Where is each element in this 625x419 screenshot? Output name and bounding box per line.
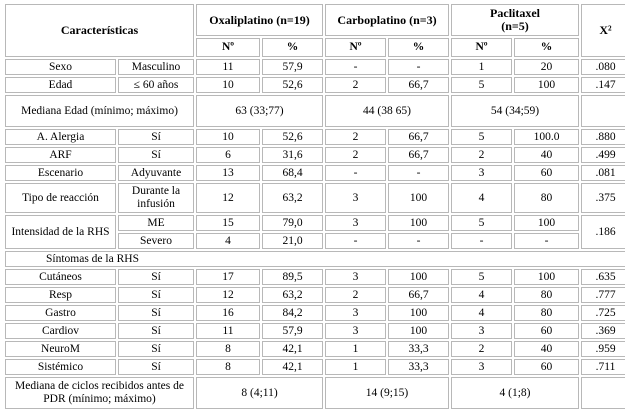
cell: 5 — [451, 215, 512, 231]
cell: 80 — [514, 287, 579, 303]
table-row-gastro — [5, 305, 625, 321]
cell: 20 — [514, 59, 579, 75]
cell: - — [388, 165, 449, 181]
cell: Sí — [118, 129, 194, 145]
subheader-n: Nº — [196, 38, 260, 57]
cell: 66,7 — [388, 147, 449, 163]
cell: 63,2 — [262, 287, 323, 303]
cell: 12 — [196, 183, 260, 213]
cell: 79,0 — [262, 215, 323, 231]
cell — [581, 95, 625, 127]
cell: 3 — [325, 305, 386, 321]
cell: 60 — [514, 165, 579, 181]
cell: 44 (38 65) — [325, 95, 449, 127]
cell: NeuroM — [5, 341, 116, 357]
cell: ARF — [5, 147, 116, 163]
cell: 42,1 — [262, 341, 323, 357]
cell: 2 — [451, 147, 512, 163]
cell: Sí — [118, 305, 194, 321]
table-row-escenario — [5, 165, 625, 181]
cell: A. Alergia — [5, 129, 116, 145]
cell: 5 — [451, 129, 512, 145]
cell: 21,0 — [262, 233, 323, 249]
cell: 4 (1;8) — [451, 377, 579, 409]
cell: 57,9 — [262, 323, 323, 339]
cell: 4 — [451, 183, 512, 213]
cell: Sí — [118, 359, 194, 375]
cell: 100 — [388, 269, 449, 285]
cell: 100 — [514, 215, 579, 231]
cell: 80 — [514, 183, 579, 213]
cell: Durante la infusión — [118, 183, 194, 213]
cell: 12 — [196, 287, 260, 303]
cell: 3 — [451, 165, 512, 181]
table-row-sexo — [5, 59, 625, 75]
cell: .499 — [581, 147, 625, 163]
cell: 57,9 — [262, 59, 323, 75]
cell: Edad — [5, 77, 116, 93]
table-row-ciclos — [5, 377, 625, 409]
cell: 11 — [196, 323, 260, 339]
cell: 15 — [196, 215, 260, 231]
cell: 33,3 — [388, 341, 449, 357]
header-row — [5, 4, 625, 36]
cell: - — [388, 233, 449, 249]
cell: 8 (4;11) — [196, 377, 323, 409]
header-paclitaxel-line2: (n=5) — [501, 19, 529, 33]
cell-label: Mediana Edad (mínimo; máximo) — [5, 95, 194, 127]
header-oxaliplatino: Oxaliplatino (n=19) — [196, 4, 323, 36]
cell: 3 — [325, 183, 386, 213]
cell: Resp — [5, 287, 116, 303]
cell: - — [514, 233, 579, 249]
cell: Sexo — [5, 59, 116, 75]
cell: 66,7 — [388, 287, 449, 303]
header-x2: X² — [581, 4, 625, 57]
cell: Sí — [118, 323, 194, 339]
characteristics-table — [3, 2, 625, 411]
cell: 3 — [451, 323, 512, 339]
cell: ≤ 60 años — [118, 77, 194, 93]
cell: ME — [118, 215, 194, 231]
table-row-resp — [5, 287, 625, 303]
cell: 10 — [196, 77, 260, 93]
cell: 8 — [196, 359, 260, 375]
subheader-pct: % — [262, 38, 323, 57]
cell: 3 — [325, 323, 386, 339]
header-paclitaxel-line1: Paclitaxel — [490, 6, 541, 20]
cell: 60 — [514, 359, 579, 375]
cell: 11 — [196, 59, 260, 75]
section-title: Síntomas de la RHS — [5, 251, 625, 267]
table-row-sintomas-title — [5, 251, 625, 267]
cell: 60 — [514, 323, 579, 339]
cell: 40 — [514, 341, 579, 357]
header-caracteristicas: Características — [5, 4, 194, 57]
cell: Masculino — [118, 59, 194, 75]
cell: Sí — [118, 147, 194, 163]
cell: 3 — [325, 269, 386, 285]
table-row-edad — [5, 77, 625, 93]
cell: 8 — [196, 341, 260, 357]
cell: 31,6 — [262, 147, 323, 163]
cell: .725 — [581, 305, 625, 321]
cell: .711 — [581, 359, 625, 375]
cell: 100 — [514, 269, 579, 285]
cell: Adyuvante — [118, 165, 194, 181]
table-row-neurom — [5, 341, 625, 357]
subheader-pct: % — [514, 38, 579, 57]
cell: 3 — [325, 215, 386, 231]
cell: 5 — [451, 77, 512, 93]
cell-label: Intensidad de la RHS — [5, 215, 116, 249]
cell: .777 — [581, 287, 625, 303]
cell: 2 — [325, 77, 386, 93]
cell: Severo — [118, 233, 194, 249]
cell: 4 — [451, 287, 512, 303]
cell: .147 — [581, 77, 625, 93]
cell: 2 — [325, 129, 386, 145]
cell: 100 — [388, 305, 449, 321]
table-row-arf — [5, 147, 625, 163]
cell: Sí — [118, 341, 194, 357]
cell: .959 — [581, 341, 625, 357]
cell-label: Mediana de ciclos recibidos antes de PDR (mínimo; máximo) — [5, 377, 194, 409]
subheader-pct: % — [388, 38, 449, 57]
cell: .635 — [581, 269, 625, 285]
cell: Cutáneos — [5, 269, 116, 285]
cell: 100 — [388, 183, 449, 213]
cell: 1 — [451, 59, 512, 75]
cell: 4 — [196, 233, 260, 249]
cell: Sí — [118, 269, 194, 285]
cell: 4 — [451, 305, 512, 321]
cell: 17 — [196, 269, 260, 285]
cell: - — [388, 59, 449, 75]
cell: - — [325, 59, 386, 75]
cell: Sí — [118, 287, 194, 303]
cell: 100 — [388, 215, 449, 231]
cell: .186 — [581, 215, 625, 249]
subheader-n: Nº — [325, 38, 386, 57]
cell: 80 — [514, 305, 579, 321]
table-row-sistemico — [5, 359, 625, 375]
table-row-cutaneos — [5, 269, 625, 285]
cell: .369 — [581, 323, 625, 339]
cell: - — [451, 233, 512, 249]
cell: 16 — [196, 305, 260, 321]
cell: Sistémico — [5, 359, 116, 375]
header-paclitaxel — [451, 4, 579, 36]
cell: 63,2 — [262, 183, 323, 213]
cell: 42,1 — [262, 359, 323, 375]
table-row-intensidad-me — [5, 215, 625, 231]
cell: 10 — [196, 129, 260, 145]
cell: - — [325, 165, 386, 181]
cell — [581, 377, 625, 409]
cell: 100 — [514, 77, 579, 93]
cell: 2 — [325, 147, 386, 163]
subheader-n: Nº — [451, 38, 512, 57]
cell: 100.0 — [514, 129, 579, 145]
cell: 89,5 — [262, 269, 323, 285]
table-row-reaccion — [5, 183, 625, 213]
cell: - — [325, 233, 386, 249]
cell: 14 (9;15) — [325, 377, 449, 409]
cell: 63 (33;77) — [196, 95, 323, 127]
cell: .080 — [581, 59, 625, 75]
cell: Cardiov — [5, 323, 116, 339]
cell: 66,7 — [388, 77, 449, 93]
cell: 52,6 — [262, 77, 323, 93]
cell: 40 — [514, 147, 579, 163]
cell: Escenario — [5, 165, 116, 181]
table-row-cardiov — [5, 323, 625, 339]
cell: 52,6 — [262, 129, 323, 145]
header-carboplatino: Carboplatino (n=3) — [325, 4, 449, 36]
cell: Gastro — [5, 305, 116, 321]
cell: .081 — [581, 165, 625, 181]
table-row-alergia — [5, 129, 625, 145]
cell: 84,2 — [262, 305, 323, 321]
cell: 3 — [451, 359, 512, 375]
cell: Tipo de reacción — [5, 183, 116, 213]
cell: 5 — [451, 269, 512, 285]
table-row-mediana-edad — [5, 95, 625, 127]
cell: 54 (34;59) — [451, 95, 579, 127]
cell: 13 — [196, 165, 260, 181]
cell: 33,3 — [388, 359, 449, 375]
cell: 1 — [325, 359, 386, 375]
cell: .880 — [581, 129, 625, 145]
cell: 1 — [325, 341, 386, 357]
cell: 68,4 — [262, 165, 323, 181]
cell: 2 — [325, 287, 386, 303]
cell: 2 — [451, 341, 512, 357]
cell: 100 — [388, 323, 449, 339]
cell: .375 — [581, 183, 625, 213]
cell: 6 — [196, 147, 260, 163]
cell: 66,7 — [388, 129, 449, 145]
